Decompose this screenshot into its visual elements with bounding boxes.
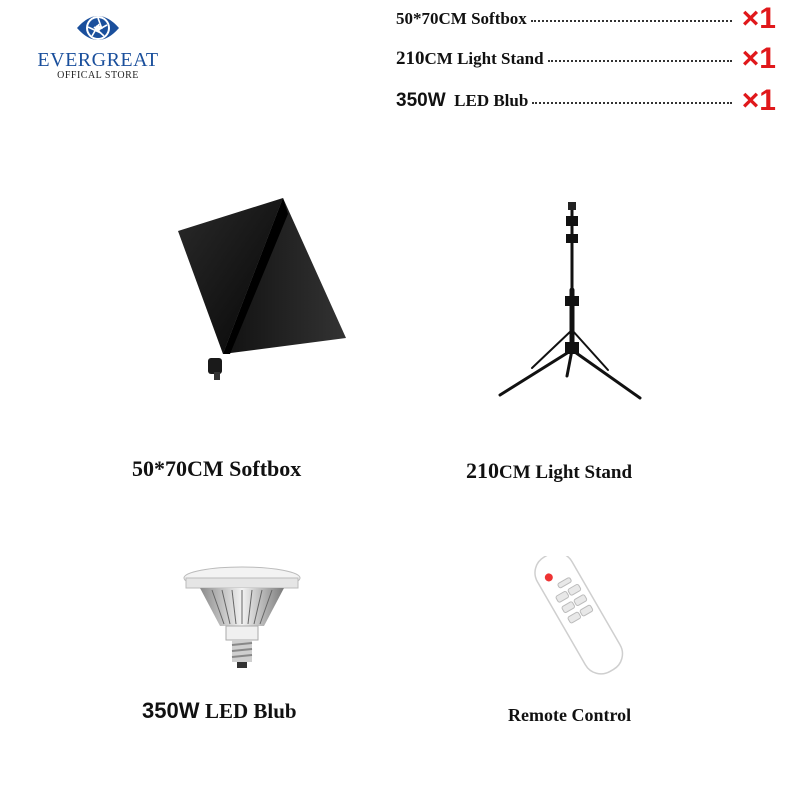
quantity-badge: ×1 xyxy=(741,84,776,117)
quantity-badge: ×1 xyxy=(741,42,776,75)
led-bulb-icon xyxy=(182,566,302,676)
contents-label xyxy=(396,48,544,70)
dotted-leader xyxy=(548,60,732,62)
contents-label-number: 350W xyxy=(396,90,446,111)
contents-row-led-bulb xyxy=(396,86,776,116)
contents-label-text: LED Blub xyxy=(454,91,529,110)
brand-subtitle: OFFICAL STORE xyxy=(57,70,139,81)
contents-row-softbox xyxy=(396,4,776,34)
brand-logo xyxy=(28,8,168,84)
light-stand-icon xyxy=(492,200,652,410)
brand-name: EVERGREAT xyxy=(37,49,159,71)
caption-text: CM Light Stand xyxy=(499,462,633,483)
caption-remote-control: Remote Control xyxy=(508,705,632,725)
softbox-icon xyxy=(168,196,368,396)
caption-light-stand xyxy=(466,458,632,484)
caption-number: 210 xyxy=(466,458,499,483)
contents-label xyxy=(396,90,528,112)
remote-control-icon xyxy=(518,556,638,676)
contents-label-text: CM Light Stand xyxy=(424,49,544,68)
caption-softbox: 50*70CM Softbox xyxy=(132,456,302,481)
quantity-badge: ×1 xyxy=(741,2,776,35)
caption-led-bulb xyxy=(142,698,297,724)
contents-label: 50*70CM Softbox xyxy=(396,9,527,28)
aperture-eye-icon xyxy=(75,8,121,48)
contents-label-number: 210 xyxy=(396,48,425,69)
dotted-leader xyxy=(531,20,732,22)
dotted-leader xyxy=(532,102,732,104)
contents-row-light-stand xyxy=(396,44,776,74)
caption-text: LED Blub xyxy=(204,699,297,723)
caption-number: 350W xyxy=(142,698,200,723)
